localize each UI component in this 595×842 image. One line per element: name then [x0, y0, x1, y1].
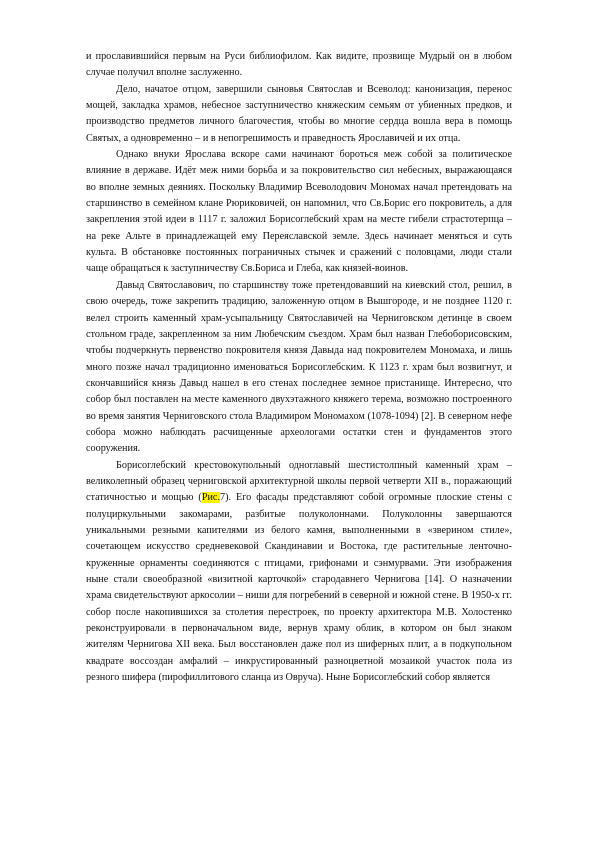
paragraph-4: Давыд Святославович, по старшинству тоже претендовавший на киевский стол, решил, в свою очередь, тоже закрепить традицию, заложенную отцом в Вышгороде, и не позднее 1120 г. велел строить каменный храм-усыпальницу Святославичей на Черниговском детинце в своем стольном граде, закрепленном за ним Любечским съездом. Храм был назван Глебоборисовским, чтобы подчеркнуть первенство покровителя князя Давыда над покровителем Мономаха, и лишь много позже начал традиционно именоваться Борисоглебским. К 1123 г. храм был возвигнут, и скончавшийся князь Давыд нашел в его стенах последнее земное пристанище. Интересно, что собор был поставлен на месте каменного двухэтажного княжего терема, возможно построенного во время занятия Черниговского стола Владимиром Мономахом (1078-1094) [2]. В северном нефе собора можно наблюдать расчищенные археологами остатки стен и фундаментов этого сооружения. — [86, 279, 512, 455]
paragraph-5-text-before: Борисоглебский крестовокупольный одноглавый шестистолпный каменный храм – великолепный образец черниговской архитектурной школы первой четверти XII в., поражающий статичностью и мощью ( — [86, 459, 512, 504]
paragraph-5 — [86, 458, 512, 687]
paragraph-1: и прославившийся первым на Руси библиофилом. Как видите, прозвище Мудрый он в любом случае получил вполне заслуженно. — [86, 51, 512, 79]
paragraph-5-text-after: 7). Его фасады представляют собой огромные плоские стены с полуциркульными закомарами, разбитые полуколоннами. Полуколонны завершаются уникальными резными капителями из белого камня, выполненными в «зверином стиле», сочетающем искусство средневековой Скандинавии и Востока, где растительные ленточно-круженные орнаменты соединяются с птицами, грифонами и сэнмурвами. Эти изображения ныне стали своеобразной «визитной карточкой» стародавнего Чернигова [14]. О назначении храма свидетельствуют аркосолии – ниши для погребений в северной и южной стене. В 1950-х гг. собор после накопившихся за столетия перестроек, по проекту архитектора М.В. Холостенко реконструировали в первоначальном виде, вернув храму облик, в котором он был знаком жителям Чернигова XII века. Был восстановлен даже пол из шиферных плит, а в подкупольном квадрате воссоздан амфалий – инкрустированный разноцветной мозаикой участок пола из резного шифера (пирофиллитового сланца из Овруча). Ныне Борисоглебский собор является — [86, 492, 512, 684]
paragraph-2: Дело, начатое отцом, завершили сыновья Святослав и Всеволод: канонизация, перенос мощей, закладка храмов, небесное заступничество княжеским семьям от убиенных предков, и производство предметов личного благочестия, чтобы во многие сердца вошла вера в помощь Святых, а одновременно – и в непогрешимость и праведность Ярославичей и их отца. — [86, 83, 512, 144]
paragraph-3: Однако внуки Ярослава вскоре сами начинают бороться меж собой за политическое влияние в державе. Идёт меж ними борьба и за покровительство сил небесных, выражающаяся во вполне земных деяниях. Поскольку Владимир Всеволодович Мономах начал претендовать на старшинство в семейном клане Рюриковичей, он напомнил, что Св.Борис его покровитель, а для закрепления этой идеи в 1117 г. заложил Борисоглебский храм на месте гибели страстотерпца – на реке Альте в принадлежащей ему Переяславской земле. Здесь начинает меняться и суть культа. В обстановке постоянных пограничных стычек и сражений с половцами, люди стали чаще обращаться к заступничеству Св.Бориса и Глеба, как князей-воинов. — [86, 149, 512, 275]
figure-reference-highlight: Рис. — [201, 492, 220, 504]
body-text — [86, 49, 512, 686]
